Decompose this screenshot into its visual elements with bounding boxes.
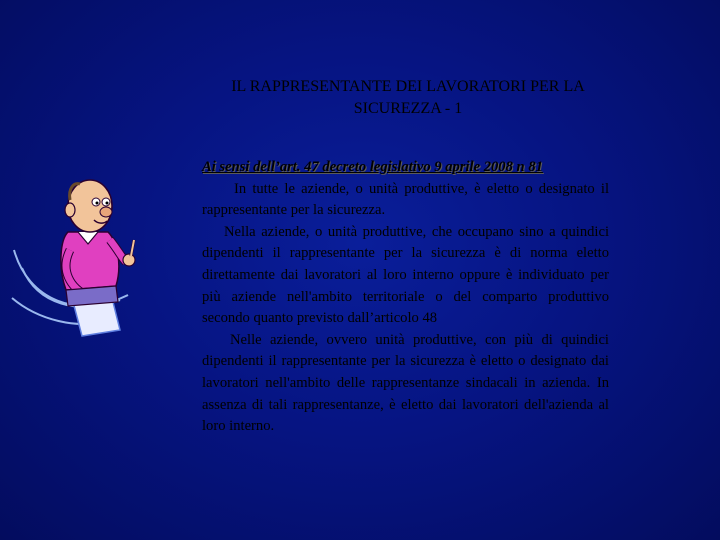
slide-body bbox=[202, 157, 609, 438]
paragraph-3: Nelle aziende, ovvero unità produttive, con più di quindici dipendenti il rappresentante per la sicurezza è eletto o designato dai lavoratori nell'ambito delle rappresentanze sindacali in azienda. In assenza di tali rappresentanze, è eletto dai lavoratori dell'azienda al loro interno. bbox=[202, 331, 609, 435]
cartoon-man-pointing-icon bbox=[8, 170, 148, 342]
legal-reference: Ai sensi dell’art. 47 decreto legislativo 9 aprile 2008 n 81 bbox=[202, 159, 543, 175]
paragraph-1: In tutte le aziende, o unità produttive, è eletto o designato il rappresentante per la sicurezza. bbox=[202, 180, 609, 219]
slide-title: IL RAPPRESENTANTE DEI LAVORATORI PER LA SICUREZZA - 1 bbox=[231, 78, 585, 117]
paragraph-2: Nella aziende, o unità produttive, che occupano sino a quindici dipendenti il rappresentante per la sicurezza è di norma eletto direttamente dai lavoratori al loro interno oppure è individuato per più aziende nell'ambito territoriale o del comparto produttivo secondo quanto previsto dall’articolo 48 bbox=[202, 223, 609, 327]
